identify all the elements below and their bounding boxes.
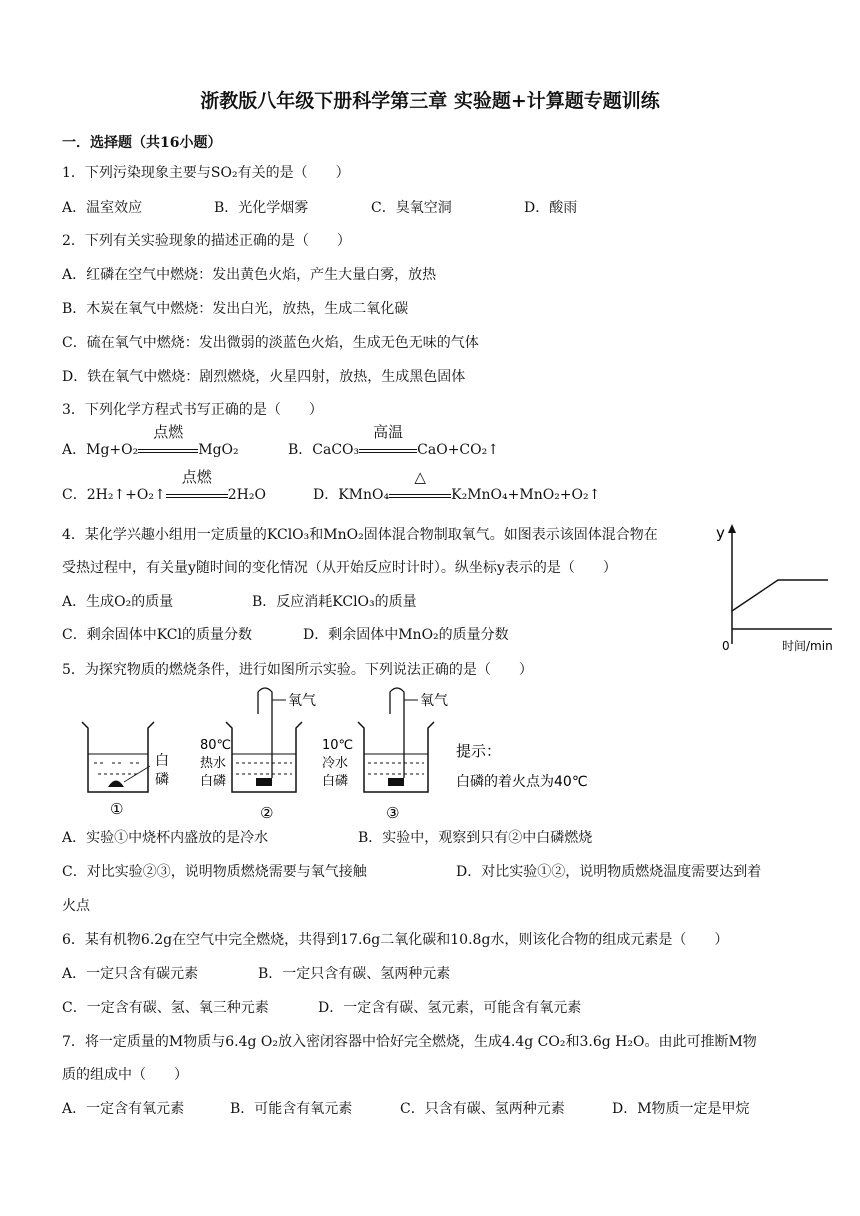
q6-option-a: A．一定只含有碳元素 (62, 966, 199, 982)
q3-b-condition: 高温 (373, 423, 404, 441)
hint-title: 提示： (456, 742, 502, 760)
section-heading: 一．选择题（共16小题） (62, 135, 222, 151)
question-2-stem: 2．下列有关实验现象的描述正确的是（ ） (62, 233, 351, 249)
question-7-stem-line2: 质的组成中（ ） (62, 1067, 188, 1083)
exp2-phosphorus: 白磷 (200, 774, 227, 789)
exp2-oxygen-label: 氧气 (288, 693, 316, 709)
exp3-oxygen-label: 氧气 (420, 693, 448, 709)
question-4-stem-line2: 受热过程中，有关量y随时间的变化情况（从开始反应时计时）。纵坐标y表示的是（ ） (62, 560, 617, 576)
q3-option-a (62, 423, 239, 459)
q7-option-a: A．一定含有氧元素 (62, 1101, 185, 1117)
exp3-phosphorus: 白磷 (322, 774, 349, 789)
exp3-number: ③ (386, 804, 400, 822)
hint-text: 白磷的着火点为40℃ (456, 774, 588, 790)
q3-option-c (62, 468, 266, 504)
equals-sign (359, 449, 417, 453)
q7-option-d: D．M物质一定是甲烷 (612, 1101, 750, 1117)
question-4-stem-line1: 4．某化学兴趣小组用一定质量的KClO₃和MnO₂固体混合物制取氧气。如图表示该固体混合物在 (62, 527, 658, 543)
q4-line-graph (706, 518, 846, 658)
q3-d-condition: △ (414, 468, 426, 486)
beaker-1 (82, 722, 154, 792)
q7-option-b: B．可能含有氧元素 (230, 1101, 353, 1117)
q3-option-d (313, 468, 601, 504)
equals-sign (166, 494, 228, 498)
q1-option-b: B．光化学烟雾 (214, 200, 309, 216)
q4-option-a: A．生成O₂的质量 (62, 594, 174, 610)
q1-option-d: D．酸雨 (524, 200, 578, 216)
white-phosphorus-1 (108, 781, 124, 788)
question-7-stem-line1: 7．将一定质量的M物质与6.4g O₂放入密闭容器中恰好完全燃烧，生成4.4g CO₂和3.6g H₂O。由此可推断M物 (62, 1034, 757, 1050)
q3-b-reactants: B．CaCO₃ (288, 442, 360, 458)
q1-option-c: C．臭氧空洞 (371, 200, 452, 216)
q3-a-reactants: A．Mg+O₂ (62, 442, 139, 458)
q4-option-d: D．剩余固体中MnO₂的质量分数 (303, 627, 509, 643)
q2-option-b: B．木炭在氧气中燃烧：发出白光，放热，生成二氧化碳 (62, 301, 409, 317)
question-1-stem: 1．下列污染现象主要与SO₂有关的是（ ） (62, 165, 350, 181)
q1-option-a: A．温室效应 (62, 200, 143, 216)
q5-option-d: D．对比实验①②，说明物质燃烧温度需要达到着 (456, 864, 762, 880)
q3-c-condition: 点燃 (181, 468, 212, 486)
q2-option-a: A．红磷在空气中燃烧：发出黄色火焰，产生大量白雾，放热 (62, 267, 437, 283)
q3-c-reactants: C．2H₂↑+O₂↑ (62, 487, 166, 503)
page-title: 浙教版八年级下册科学第三章 实验题+计算题专题训练 (200, 90, 660, 112)
exp2-water: 热水 (200, 756, 227, 771)
q4-option-c: C．剩余固体中KCl的质量分数 (62, 627, 252, 643)
equals-sign (138, 449, 198, 453)
q3-b-products: CaO+CO₂↑ (417, 442, 499, 458)
q6-option-b: B．一定只含有碳、氢两种元素 (258, 966, 451, 982)
q3-a-condition: 点燃 (153, 423, 184, 441)
white-phosphorus-2 (256, 778, 272, 786)
exp1-label-line2: 磷 (155, 772, 169, 788)
q5-experiment-figure (60, 688, 588, 822)
exp2-number: ② (260, 804, 274, 822)
equals-sign (389, 494, 451, 498)
x-axis-label: 时间/min (782, 639, 833, 653)
q3-c-products: 2H₂O (227, 487, 266, 503)
exp1-label-line1: 白 (155, 753, 169, 769)
q5-option-d-continued: 火点 (62, 898, 90, 914)
q6-option-c: C．一定含有碳、氢、氧三种元素 (62, 1000, 269, 1016)
q2-option-d: D．铁在氧气中燃烧：剧烈燃烧，火星四射，放热，生成黑色固体 (62, 369, 466, 385)
exp2-temp: 80℃ (200, 738, 232, 753)
q3-d-reactants: D．KMnO₄ (313, 487, 390, 503)
origin-label: 0 (722, 639, 730, 653)
exp3-water: 冷水 (322, 756, 349, 771)
q5-option-b: B．实验中，观察到只有②中白磷燃烧 (358, 830, 593, 846)
question-6-stem: 6．某有机物6.2g在空气中完全燃烧，共得到17.6g二氧化碳和10.8g水，则该化合物的组成元素是（ ） (62, 932, 729, 948)
q4-option-b: B．反应消耗KClO₃的质量 (252, 594, 417, 610)
q7-option-c: C．只含有碳、氢两种元素 (400, 1101, 565, 1117)
exp3-temp: 10℃ (322, 738, 354, 753)
q3-a-products: MgO₂ (198, 442, 239, 458)
q3-d-products: K₂MnO₄+MnO₂+O₂↑ (451, 487, 601, 503)
exp1-number: ① (110, 800, 124, 818)
question-3-stem: 3．下列化学方程式书写正确的是（ ） (62, 402, 323, 418)
q5-option-c: C．对比实验②③，说明物质燃烧需要与氧气接触 (62, 864, 367, 880)
q5-option-a: A．实验①中烧杯内盛放的是冷水 (62, 830, 269, 846)
y-axis-label: y (716, 524, 725, 542)
q3-option-b (288, 423, 499, 459)
y-axis-arrow-icon (728, 524, 736, 533)
q6-option-d: D．一定含有碳、氢元素，可能含有氧元素 (318, 1000, 582, 1016)
q4-curve (732, 580, 828, 611)
white-phosphorus-3 (388, 778, 404, 786)
q2-option-c: C．硫在氧气中燃烧：发出微弱的淡蓝色火焰，生成无色无味的气体 (62, 335, 479, 351)
question-5-stem: 5．为探究物质的燃烧条件，进行如图所示实验。下列说法正确的是（ ） (62, 662, 533, 678)
